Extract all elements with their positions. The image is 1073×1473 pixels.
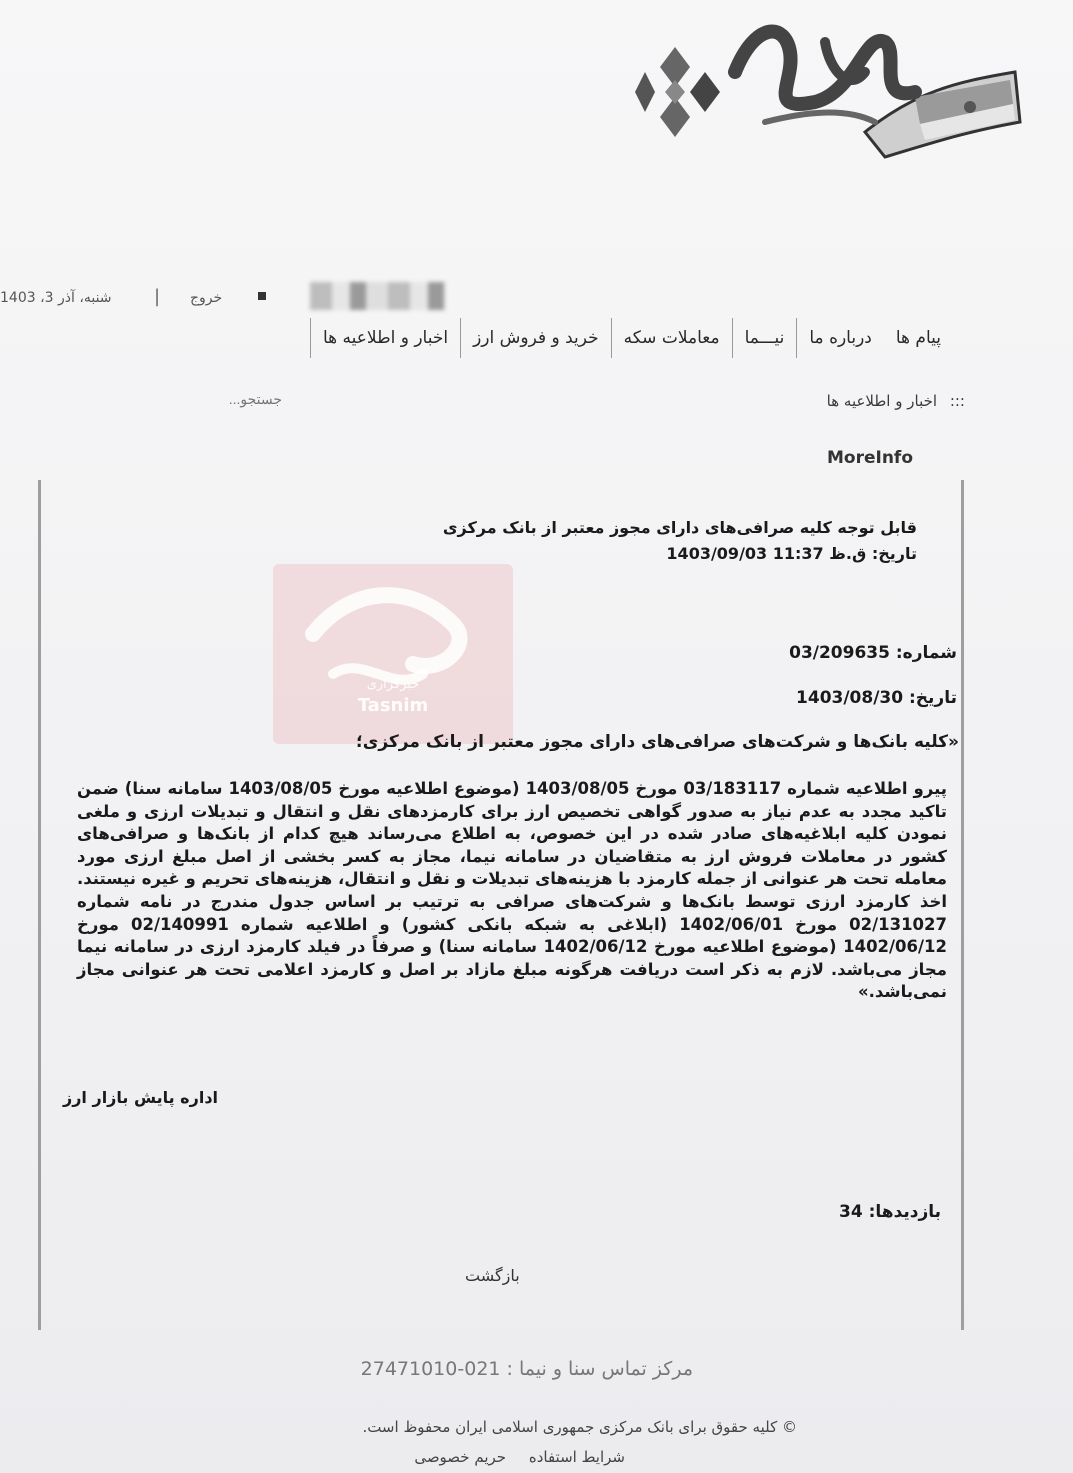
search-input[interactable] [200, 390, 284, 408]
watermark-name: Tasnim [357, 695, 429, 716]
watermark-agency: خبرگزاری [366, 677, 420, 692]
logout-link[interactable]: خروج [190, 290, 223, 306]
visit-count-label: بازدیدها: [868, 1202, 942, 1222]
letter-addressee: «کلیه بانک‌ها و شرکت‌های صرافی‌های دارای مجوز معتبر از بانک مرکزی؛ [355, 732, 959, 752]
footer-copyright: © کلیه حقوق برای بانک مرکزی جمهوری اسلامی ایران محفوظ است. [362, 1418, 797, 1436]
blurred-username [310, 282, 445, 310]
main-nav [310, 318, 953, 358]
nav-item-buy-sell-currency[interactable]: خرید و فروش ارز [460, 318, 611, 358]
nav-item-nima[interactable]: نیـــما [732, 318, 797, 358]
visit-count [839, 1202, 941, 1222]
nav-item-messages[interactable]: پیام ها [895, 328, 941, 348]
footer-contact: مرکز تماس سنا و نیما : 021-27471010 [360, 1358, 693, 1380]
nav-item-news[interactable]: اخبار و اطلاعیه ها [310, 318, 460, 358]
letter-body: پیرو اطلاعیه شماره 03/183117 مورخ 1403/08/05 (موضوع اطلاعیه مورخ 1403/08/05 سامانه سنا) ضمن تاکید مجدد به عدم نیاز به صدور گواهی تخصیص ارز برای کارمزدهای نقل و انتقال و تبدیلات ارزی و ملغی نمودن کلیه ابلاغیه‌های صادر شده در این خصوص، به اطلاع می‌رساند هیچ کدام از بانک‌ها و صرافی‌های کشور در معاملات فروش ارز به متقاضیان در سامانه نیما، مجاز به کسر بخشی از اصل مبلغ ارزی مورد معامله تحت هر عنوانی از جمله کارمزد با هزینه‌های تبدیلات و نقل و انتقال، هزینه‌های تحریم و غیره نیستند. اخذ کارمزد ارزی توسط بانک‌ها و شرکت‌های صرافی به ترتیب بر اساس جدول مندرج در نامه شماره 02/131027 مورخ 1402/06/01 (ابلاغی به شبکه بانکی کشور) و اطلاعیه شماره 02/140991 مورخ 1402/06/12 (موضوع اطلاعیه مورخ 1402/06/12 سامانه سنا) و صرفاً در فیلد کارمزد ارزی در سامانه نیما مجاز می‌باشد. لازم به ذکر است دریافت هرگونه مبلغ مازاد بر اصل و کارمزد اعلامی تحت هر عنوانی مجاز نمی‌باشد.» [77, 779, 948, 1002]
letter-number-label: شماره: [895, 643, 957, 663]
sana-logo[interactable] [615, 12, 1025, 162]
moreinfo-heading: MoreInfo [826, 448, 913, 468]
current-date: شنبه، آذر 3، 1403 [0, 290, 112, 306]
letter-date-label: تاریخ: [909, 688, 957, 708]
breadcrumb [827, 392, 965, 410]
notice-title: قابل توجه کلیه صرافی‌های دارای مجوز معتبر از بانک مرکزی [442, 518, 917, 537]
letter-date-value: 1403/08/30 [796, 688, 904, 708]
letter-number-value: 03/209635 [789, 643, 890, 663]
footer-links [396, 1448, 625, 1466]
back-link[interactable]: بازگشت [465, 1266, 520, 1285]
bullet-icon [258, 292, 266, 300]
breadcrumb-news[interactable]: اخبار و اطلاعیه ها [826, 392, 938, 410]
tasnim-watermark [273, 564, 513, 744]
letter-date [796, 688, 957, 708]
notice-content [38, 480, 964, 1330]
separator: | [154, 286, 161, 307]
nav-item-coin-trading[interactable]: معاملات سکه [611, 318, 732, 358]
nav-item-about[interactable]: درباره ما [796, 318, 884, 358]
letter-number [789, 643, 957, 663]
footer-link-terms[interactable]: شرایط استفاده [528, 1448, 625, 1466]
visit-count-value: 34 [839, 1202, 863, 1222]
notice-publish-date: تاریخ: ق.ظ 11:37 1403/09/03 [666, 544, 917, 563]
breadcrumb-dots: ::: [949, 392, 965, 410]
letter-signature: اداره پایش بازار ارز [63, 1088, 219, 1107]
footer-link-privacy[interactable]: حریم خصوصی [414, 1448, 507, 1466]
user-bar [0, 282, 450, 314]
